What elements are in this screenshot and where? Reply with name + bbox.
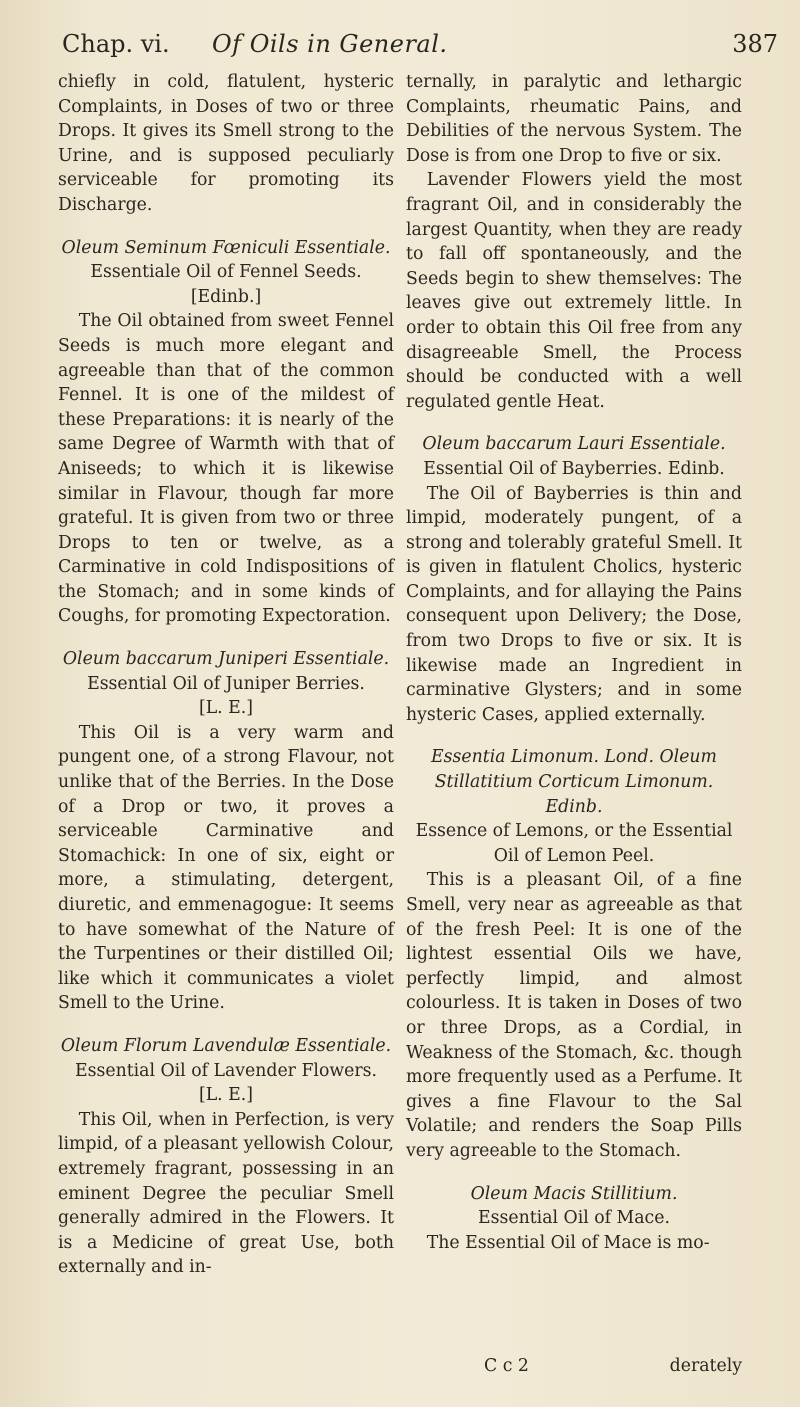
signature-mark: C c 2 [484, 1356, 529, 1376]
entry-english-title: Essential Oil of Juniper Berries. [87, 673, 365, 694]
entry-body: The Oil obtained from sweet Fennel Seeds is much more elegant and agreeable than that of the common Fennel. It is one of the mildest of these Preparations: it is nearly of the same Degree of Warmth with that of Aniseeds; to which it is likewise similar in Flavour, though far more grateful. It is given from two or three Drops to ten or twelve, as a Carminative in cold Indispositions of the Stomach; and in some kinds of Coughs, for promoting Expectoration. [58, 311, 394, 627]
running-header [62, 30, 778, 66]
continuation-text: ternally, in paralytic and lethargic Complaints, rheumatic Pains, and Debilities of the nervous System. The Dose is from one Drop to five or six. [406, 72, 742, 166]
entry-body: This Oil, when in Perfection, is very limpid, of a pleasant yellowish Colour, extremely fragrant, possessing in an eminent Degree the peculiar Smell generally admired in the Flowers. It is a Medicine of great Use, both externally and in- [58, 1109, 394, 1278]
catchword: derately [669, 1356, 742, 1376]
entry-english-title: Essential Oil of Bayberries. Edinb. [423, 458, 725, 479]
entry-pharmacopoeia-ref: [Edinb.] [190, 286, 262, 307]
right-column [406, 70, 742, 1255]
entry-body: The Oil of Bayberries is thin and limpid, moderately pungent, of a strong and tolerably grateful Smell. It is given in flatulent Cholics, hysteric Complaints, and for allaying the Pains consequent upon Delivery; the Dose, from two Drops to five or six. It is likewise made an Ingredient in carminative Glysters; and in some hysteric Cases, applied externally. [406, 483, 742, 725]
entry-lemons [406, 745, 742, 1163]
entry-body: This is a pleasant Oil, of a fine Smell, very near as agreeable as that of the fresh Peel: It is one of the lightest essential Oils we have, perfectly limpid, and almost colourless. It is taken in Doses of two or three Drops, as a Cordial, in Weakness of the Stomach, &c. though more frequently used as a Perfume. It gives a fine Flavour to the Sal Volatile; and renders the Soap Pills very agreeable to the Stomach. [406, 870, 742, 1161]
running-title: Of Oils in General. [212, 30, 448, 58]
entry-latin-title: Oleum baccarum Lauri Essentiale. [422, 434, 726, 455]
entry-english-title: Essence of Lemons, or the Essential Oil of Lemon Peel. [415, 821, 733, 866]
entry-latin-title: Oleum Florum Lavendulæ Essentiale. [60, 1035, 392, 1056]
chapter-label: Chap. vi. [62, 30, 170, 58]
entry-bayberries [406, 432, 742, 727]
entry-english-title: Essentiale Oil of Fennel Seeds. [90, 262, 362, 283]
entry-pharmacopoeia-ref: [L. E.] [198, 1085, 254, 1106]
entry-body: This Oil is a very warm and pungent one, of a strong Flavour, not unlike that of the Berries. In the Dose of a Drop or two, it proves a serviceable Carminative and Stomachick: In one of six, eight or more, a stimulating, detergent, diuretic, and emmenagogue: It seems to have somewhat of the Nature of the Turpentines or their distilled Oil; like which it communicates a violet Smell to the Urine. [58, 722, 394, 1014]
entry-latin-title: Essentia Limonum. Lond. Oleum Stillatitium Corticum Limonum. Edinb. [431, 747, 717, 817]
entry-fennel [58, 236, 394, 630]
left-column [58, 70, 394, 1280]
entry-latin-title: Oleum baccarum Juniperi Essentiale. [62, 649, 390, 670]
entry-body: The Essential Oil of Mace is mo- [426, 1232, 710, 1253]
continuation-text: chiefly in cold, flatulent, hysteric Complaints, in Doses of two or three Drops. It gives its Smell strong to the Urine, and is supposed peculiarly serviceable for promoting its Discharge. [58, 72, 394, 215]
entry-lavender [58, 1034, 394, 1280]
entry-latin-title: Oleum Macis Stillitium. [470, 1183, 678, 1204]
entry-juniper [58, 647, 394, 1016]
entry-mace [406, 1182, 742, 1256]
entry-latin-title: Oleum Seminum Fœniculi Essentiale. [61, 237, 391, 258]
entry-pharmacopoeia-ref: [L. E.] [198, 698, 254, 719]
entry-english-title: Essential Oil of Lavender Flowers. [74, 1060, 378, 1081]
entry-english-title: Essential Oil of Mace. [478, 1208, 670, 1229]
continuation-text-2: Lavender Flowers yield the most fragrant Oil, and in considerably the largest Quantity, when they are ready to fall off spontaneously, and the Seeds begin to shew themselves: The leaves give out extremely little. In order to obtain this Oil free from any disagreeable Smell, the Process should be conducted with a well regulated gentle Heat. [406, 170, 742, 412]
page-number: 387 [732, 30, 778, 58]
